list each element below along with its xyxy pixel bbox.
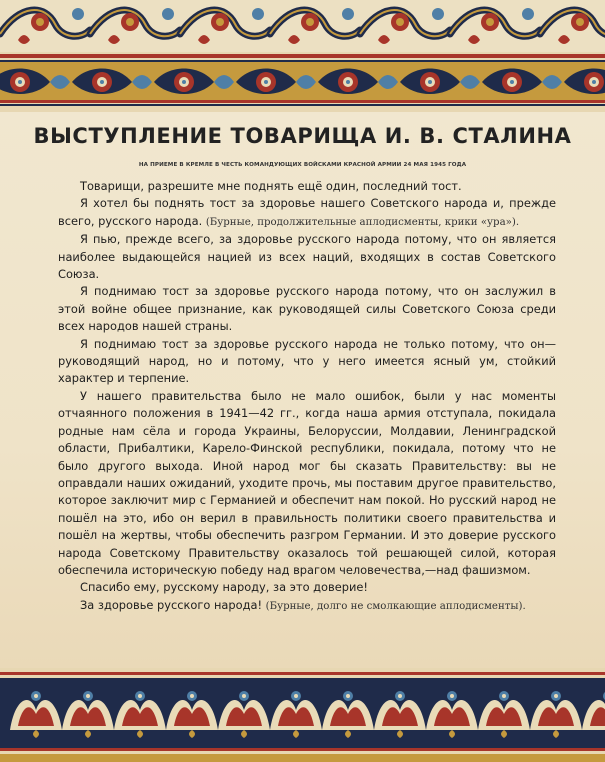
flower-icon	[174, 72, 194, 92]
paragraph: Я поднимаю тост за здоровье русского народа потому, что он заслужил в этой войне общее признание, как руководящей силы Советского Союза среди всех народов нашей страны.	[58, 284, 556, 334]
flower-icon	[301, 13, 319, 31]
flower-icon	[420, 72, 440, 92]
flower-icon	[121, 13, 139, 31]
flower-icon	[92, 72, 112, 92]
flower-icon	[571, 13, 589, 31]
bottom-ornamental-border	[0, 668, 605, 762]
document-title: ВЫСТУПЛЕНИЕ ТОВАРИЩА И. В. СТАЛИНА	[33, 124, 572, 148]
flower-icon	[256, 72, 276, 92]
paragraph: За здоровье русского народа! (Бурные, долго не смолкающие аплодисменты).	[80, 597, 526, 612]
flower-icon	[502, 72, 522, 92]
flower-icon	[584, 72, 604, 92]
flower-icon	[338, 72, 358, 92]
paragraph: Я поднимаю тост за здоровье русского народа не только потому, что он—руководящий народ, но и потому, что у него имеется ясный ум, стойкий характер и терпение.	[58, 336, 556, 386]
paragraph: Я хотел бы поднять тост за здоровье нашего Советского народа и, прежде всего, русского народа. (Бурные, продолжительные аплодисменты, крики «ура»).	[58, 196, 556, 228]
audience-reaction: (Бурные, долго не смолкающие аплодисменты).	[265, 600, 526, 612]
document-subtitle: НА ПРИЕМЕ В КРЕМЛЕ В ЧЕСТЬ КОМАНДУЮЩИХ ВОЙСКАМИ КРАСНОЙ АРМИИ 24 МАЯ 1945 ГОДА	[138, 162, 467, 168]
flower-icon	[10, 72, 30, 92]
paragraph: Я пью, прежде всего, за здоровье русского народа потому, что он является наиболее выдающейся нацией из всех наций, входящих в состав Советского Союза.	[58, 232, 556, 282]
speech-text	[58, 178, 556, 615]
flower-icon	[481, 13, 499, 31]
flower-icon	[391, 13, 409, 31]
flower-icon	[31, 13, 49, 31]
top-ornamental-border	[0, 0, 605, 112]
paragraph: Спасибо ему, русскому народу, за это доверие!	[80, 580, 368, 595]
paragraph: У нашего правительства было не мало ошибок, были у нас моменты отчаянного положения в 1941—42 гг., когда наша армия отступала, покидала родные нам сёла и города Украины, Белоруссии, Молдавии, Ленинградской области, Прибалтики, Карело-Финской республики, покидала, потому что не было другого выхода. Иной народ мог бы сказать Правительству: вы не оправдали наших ожиданий, уходите прочь, мы поставим другое правительство, которое заключит мир с Германией и обеспечит нам покой. Но русский народ не пошёл на это, ибо он верил в правильность политики своего правительства и пошёл на жертвы, чтобы обеспечить разгром Германии. И это доверие русского народа Советскому Правительству оказалось той решающей силой, которая обеспечила историческую победу над врагом человечества,—над фашизмом.	[58, 388, 556, 577]
paragraph: Товарищи, разрешите мне поднять ещё один, последний тост.	[80, 179, 462, 193]
audience-reaction: (Бурные, продолжительные аплодисменты, крики «ура»).	[205, 216, 520, 228]
flower-icon	[211, 13, 229, 31]
